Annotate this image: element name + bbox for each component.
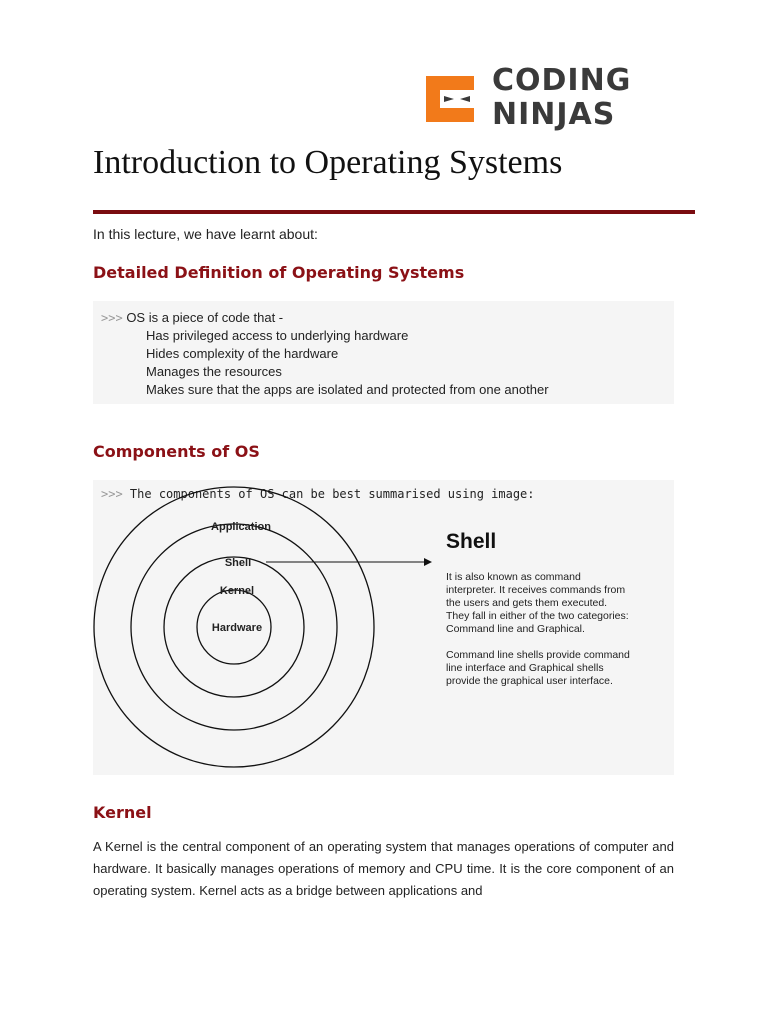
definition-item: Makes sure that the apps are isolated and protected from one another xyxy=(146,382,549,397)
intro-text: In this lecture, we have learnt about: xyxy=(93,226,318,242)
ninja-logo-icon xyxy=(418,68,480,130)
shell-description-p2: Command line shells provide command line interface and Graphical shells provide the graphical user interface. xyxy=(446,649,630,687)
definition-lines xyxy=(101,309,549,399)
shell-title: Shell xyxy=(446,530,497,553)
ring-label-shell: Shell xyxy=(224,557,252,569)
kernel-paragraph: A Kernel is the central component of an operating system that manages operations of computer and hardware. It basically manages operations of memory and CPU time. It is the core component of an operating system. Kernel acts as a bridge between applications and xyxy=(93,839,674,898)
components-codebox xyxy=(93,480,674,775)
shell-description-p1: It is also known as command interpreter. It receives commands from the users and gets them executed. They fall in either of the two categories: Command line and Graphical. xyxy=(446,571,629,635)
components-heading: Components of OS xyxy=(93,442,260,461)
logo-line-1: CODING xyxy=(492,63,632,98)
ring-label-application: Application xyxy=(211,521,271,533)
definition-lead-line xyxy=(101,309,549,327)
ring-label-kernel: Kernel xyxy=(219,585,255,597)
kernel-heading: Kernel xyxy=(93,803,152,822)
shell-description xyxy=(446,571,631,701)
components-lead: The components of OS can be best summarised using image: xyxy=(129,487,535,501)
page-title: Introduction to Operating Systems xyxy=(93,144,563,181)
definition-item: Manages the resources xyxy=(146,364,282,379)
definition-item: Hides complexity of the hardware xyxy=(146,346,339,361)
logo-line-2: NINJAS xyxy=(492,97,616,132)
title-divider xyxy=(93,210,695,214)
definition-lead: OS is a piece of code that - xyxy=(126,310,284,325)
prompt-marker: >>> xyxy=(101,487,123,501)
prompt-marker: >>> xyxy=(101,311,123,325)
logo-wordmark xyxy=(492,64,631,132)
ring-label-hardware: Hardware xyxy=(211,622,263,634)
definition-codebox xyxy=(93,301,674,404)
definition-item: Has privileged access to underlying hardware xyxy=(146,328,409,343)
definition-heading: Detailed Definition of Operating Systems xyxy=(93,263,465,282)
coding-ninjas-logo xyxy=(418,64,658,136)
